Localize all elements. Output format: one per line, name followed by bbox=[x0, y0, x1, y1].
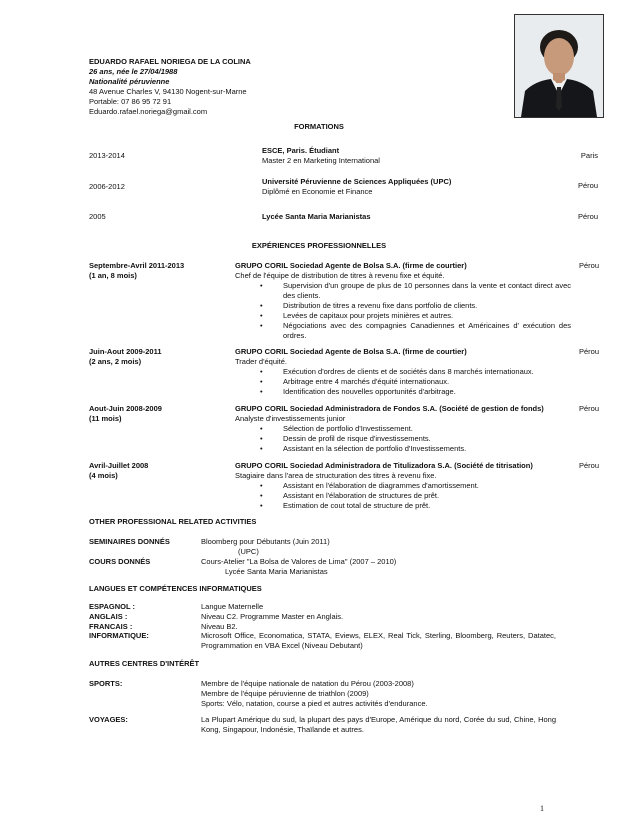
cours-value bbox=[201, 557, 556, 577]
experience-role: Stagiaire dans l'area de structuration des titres à revenu fixe. bbox=[235, 471, 437, 480]
experience-bullets bbox=[235, 281, 571, 341]
experience-place: Pérou bbox=[578, 404, 599, 413]
experience-bullet: • Exécution d'ordres de clients et de sociétés dans 8 marchés internationaux. bbox=[283, 367, 571, 377]
experience-period: Juin-Aout 2009-2011 bbox=[89, 347, 162, 356]
seminaires-value bbox=[201, 537, 556, 557]
header-block bbox=[89, 57, 409, 117]
candidate-nationality: Nationalité péruvienne bbox=[89, 77, 170, 86]
page-number: 1 bbox=[540, 804, 544, 813]
formation-degree: Diplômé en Economie et Finance bbox=[262, 187, 373, 196]
cours-line: Cours-Atelier "La Bolsa de Valores de Lima" (2007 – 2010) bbox=[201, 557, 397, 566]
experience-bullet: • Identification des nouvelles opportunités d'arbitrage. bbox=[283, 387, 571, 397]
experience-bullets bbox=[235, 424, 571, 454]
langue-value: Niveau C2. Programme Master en Anglais. bbox=[201, 612, 344, 621]
experience-duration: (2 ans, 2 mois) bbox=[89, 357, 142, 366]
experience-bullet: • Assistant en la sélection de portfolio d'Investissements. bbox=[283, 444, 571, 454]
experience-bullets bbox=[235, 367, 571, 397]
formation-year: 2006-2012 bbox=[89, 182, 125, 191]
experience-company: GRUPO CORIL Sociedad Agente de Bolsa S.A. (firme de courtier) bbox=[235, 347, 467, 356]
voyages-value: La Plupart Amérique du sud, la plupart des pays d'Europe, Amérique du nord, Corée du sud, Chine, Hong Kong, Singapour, Indonésie, Thaïlande et autres. bbox=[201, 715, 556, 734]
experience-company: GRUPO CORIL Sociedad Administradora de Fondos S.A. (Société de gestion de fonds) bbox=[235, 404, 544, 413]
experience-details bbox=[235, 404, 571, 454]
experience-place: Pérou bbox=[578, 347, 599, 356]
cours-line: Lycée Santa Maria Marianistas bbox=[225, 567, 328, 576]
experience-bullet: • Dessin de profil de risque d'investissements. bbox=[283, 434, 571, 444]
experience-dates bbox=[89, 347, 229, 367]
sports-value bbox=[201, 679, 556, 709]
candidate-age: 26 ans, née le 27/04/1988 bbox=[89, 67, 178, 76]
experience-role: Chef de l'équipe de distribution de titres à revenu fixe et équité. bbox=[235, 271, 445, 280]
voyages-label: VOYAGES: bbox=[89, 715, 128, 724]
experience-bullet: • Sélection de portfolio d'Investissement. bbox=[283, 424, 571, 434]
langue-value: Niveau B2. bbox=[201, 622, 238, 631]
experience-dates bbox=[89, 461, 229, 481]
candidate-phone: Portable: 07 86 95 72 91 bbox=[89, 97, 172, 106]
formation-place: Pérou bbox=[577, 212, 598, 221]
seminaires-label: SEMINAIRES DONNÉS bbox=[89, 537, 170, 546]
formation-place: Pérou bbox=[577, 181, 598, 190]
experience-details bbox=[235, 461, 571, 511]
experience-bullet: • Arbitrage entre 4 marchés d'équité internationaux. bbox=[283, 377, 571, 387]
formation-year: 2013-2014 bbox=[89, 151, 125, 160]
experience-place: Pérou bbox=[578, 261, 599, 270]
experience-bullet: • Assistant en l'élaboration de diagrammes d'amortissement. bbox=[283, 481, 571, 491]
langue-label: ANGLAIS : bbox=[89, 612, 128, 621]
langue-label: ESPAGNOL : bbox=[89, 602, 135, 611]
formation-entry bbox=[262, 177, 562, 197]
sports-line: Sports: Vélo, natation, course a pied et autres activités d'endurance. bbox=[201, 699, 428, 708]
formation-entry bbox=[262, 146, 562, 166]
experience-period: Avril-Juillet 2008 bbox=[89, 461, 149, 470]
sports-label: SPORTS: bbox=[89, 679, 123, 688]
experience-duration: (11 mois) bbox=[89, 414, 122, 423]
experience-company: GRUPO CORIL Sociedad Agente de Bolsa S.A. (firme de courtier) bbox=[235, 261, 467, 270]
experience-role: Analyste d'investissements junior bbox=[235, 414, 346, 423]
formations-title: FORMATIONS bbox=[294, 122, 344, 131]
experience-bullet: • Assistant en l'élaboration de structures de prêt. bbox=[283, 491, 571, 501]
experience-details bbox=[235, 261, 571, 341]
experience-bullet: • Distribution de titres a revenu fixe dans portfolio de clients. bbox=[283, 301, 571, 311]
formation-school: Université Péruvienne de Sciences Appliquées (UPC) bbox=[262, 177, 452, 186]
candidate-email: Eduardo.rafael.noriega@gmail.com bbox=[89, 107, 208, 116]
seminaires-line: (UPC) bbox=[238, 547, 259, 556]
langues-title: LANGUES ET COMPÉTENCES INFORMATIQUES bbox=[89, 584, 262, 593]
experience-place: Pérou bbox=[578, 461, 599, 470]
experience-bullet: • Estimation de cout total de structure de prêt. bbox=[283, 501, 571, 511]
formation-school: ESCE, Paris. Étudiant bbox=[262, 146, 340, 155]
experience-dates bbox=[89, 261, 229, 281]
formation-year: 2005 bbox=[89, 212, 106, 221]
experience-duration: (1 an, 8 mois) bbox=[89, 271, 137, 280]
informatique-value: Microsoft Office, Economatica, STATA, Eviews, ELEX, Real Tick, Sterling, Bloomberg, Reuters, Datatec, Programmation en VBA Excel (Niveau Debutant) bbox=[201, 631, 556, 650]
candidate-photo bbox=[514, 14, 604, 118]
formation-school: Lycée Santa Maria Marianistas bbox=[262, 212, 371, 221]
seminaires-line: Bloomberg pour Débutants (Juin 2011) bbox=[201, 537, 330, 546]
experience-bullet: • Supervision d'un groupe de plus de 10 personnes dans la vente et contact direct avec des clients. bbox=[283, 281, 571, 301]
other-activities-title: OTHER PROFESSIONAL RELATED ACTIVITIES bbox=[89, 517, 257, 526]
formation-place: Paris bbox=[580, 151, 598, 160]
experiences-title: EXPÉRIENCES PROFESSIONNELLES bbox=[251, 241, 387, 250]
experience-period: Aout-Juin 2008-2009 bbox=[89, 404, 162, 413]
experience-bullets bbox=[235, 481, 571, 511]
candidate-name: EDUARDO RAFAEL NORIEGA DE LA COLINA bbox=[89, 57, 251, 66]
cours-label: COURS DONNÉS bbox=[89, 557, 151, 566]
langue-label: FRANCAIS : bbox=[89, 622, 133, 631]
experience-bullet: • Négociations avec des compagnies Canadiennes et Américaines d' exécution des ordres. bbox=[283, 321, 571, 341]
experience-company: GRUPO CORIL Sociedad Administradora de Titulizadora S.A. (Société de titrisation) bbox=[235, 461, 533, 470]
experience-duration: (4 mois) bbox=[89, 471, 118, 480]
sports-line: Membre de l'équipe nationale de natation du Pérou (2003-2008) bbox=[201, 679, 414, 688]
interets-title: AUTRES CENTRES D'INTÉRÊT bbox=[89, 659, 200, 668]
sports-line: Membre de l'équipe péruvienne de triathlon (2009) bbox=[201, 689, 369, 698]
candidate-address: 48 Avenue Charles V, 94130 Nogent-sur-Marne bbox=[89, 87, 247, 96]
formation-degree: Master 2 en Marketing International bbox=[262, 156, 380, 165]
informatique-label: INFORMATIQUE: bbox=[89, 631, 149, 640]
experience-bullet: • Levées de capitaux pour projets minières et autres. bbox=[283, 311, 571, 321]
experience-details bbox=[235, 347, 571, 397]
experience-role: Trader d'équité. bbox=[235, 357, 288, 366]
experience-dates bbox=[89, 404, 229, 424]
langue-value: Langue Maternelle bbox=[201, 602, 264, 611]
experience-period: Septembre-Avril 2011-2013 bbox=[89, 261, 185, 270]
